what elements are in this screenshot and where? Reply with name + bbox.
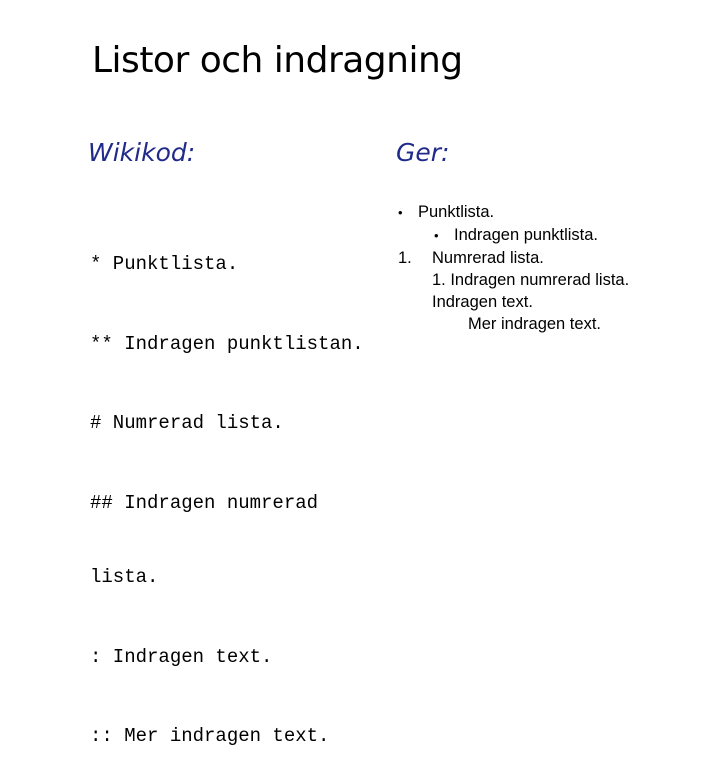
rendered-more-indented-text: Mer indragen text. — [468, 315, 601, 333]
wikicode-line: :: Mer indragen text. — [90, 725, 330, 747]
ger-heading: Ger: — [396, 138, 450, 167]
slide-title: Listor och indragning — [92, 40, 463, 81]
rendered-output — [398, 201, 629, 335]
bullet-icon: • — [434, 228, 439, 243]
wikicode-block — [90, 198, 390, 776]
wikicode-line: lista. — [90, 566, 159, 588]
wikicode-line: # Numrerad lista. — [90, 412, 284, 434]
wikicode-line: : Indragen text. — [90, 645, 273, 668]
wikicode-line: ## Indragen numrerad — [90, 491, 319, 514]
wikikod-heading: Wikikod: — [88, 138, 196, 167]
bullet-icon: • — [398, 205, 403, 220]
rendered-numbered-item: 1. Numrerad lista. — [398, 249, 544, 267]
rendered-nested-numbered-item: 1. Indragen numrerad lista. — [432, 271, 630, 289]
wikicode-line: * Punktlista. — [90, 253, 239, 275]
rendered-indented-text: Indragen text. — [432, 293, 533, 311]
rendered-bullet-item: • Punktlista. — [398, 201, 629, 224]
list-number: 1. — [398, 249, 412, 267]
wikicode-line: ** Indragen punktlistan. — [90, 332, 364, 355]
rendered-nested-bullet-item: • Indragen punktlista. — [398, 224, 629, 247]
